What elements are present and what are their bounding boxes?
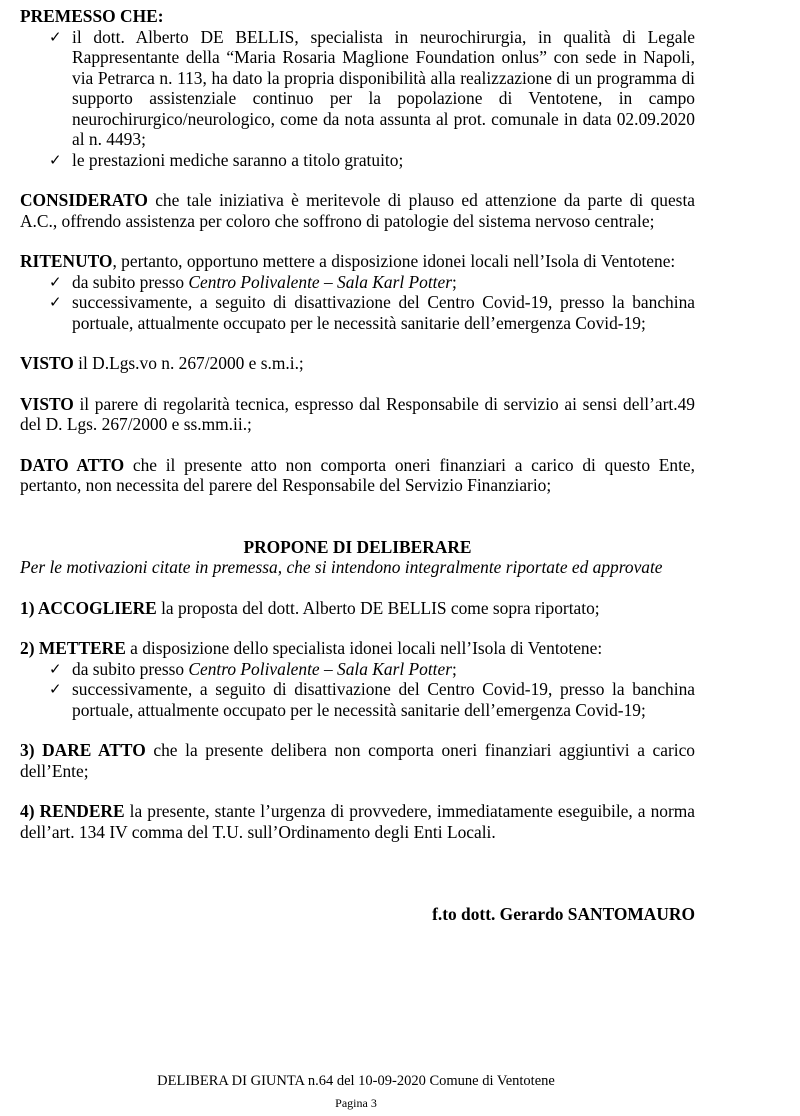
checkmark-icon: ✓ <box>49 27 62 46</box>
list-item: ✓ il dott. Alberto DE BELLIS, specialista in neurochirurgia, in qualità di Legale Rappresentante della “Maria Rosaria Maglione Foundation onlus” con sede in Napoli, via Petrarca n. 113, ha dato la propria disponibilità alla realizzazione di un programma di supporto assistenziale continuo per la popolazione di Ventotene, in campo neurochirurgico/neurologico, come da nota assunta al prot. comunale in data 02.09.2020 al n. 4493; <box>49 26 695 149</box>
ritenuto-paragraph: RITENUTO, pertanto, opportuno mettere a disposizione idonei locali nell’Isola di Ventotene: <box>20 251 676 271</box>
checkmark-icon: ✓ <box>49 150 62 169</box>
page-number: Pagina 3 <box>335 1096 377 1110</box>
signature: f.to dott. Gerardo SANTOMAURO <box>432 904 695 924</box>
point-4: 4) RENDERE la presente, stante l’urgenza di provvedere, immediatamente eseguibile, a norma dell’art. 134 IV comma del T.U. sull’Ordinamento degli Enti Locali. <box>20 801 695 842</box>
point-2: 2) METTERE a disposizione dello specialista idonei locali nell’Isola di Ventotene: <box>20 638 603 658</box>
point-3: 3) DARE ATTO che la presente delibera non comporta oneri finanziari aggiuntivi a carico dell’Ente; <box>20 740 696 781</box>
list-item: ✓ da subito presso Centro Polivalente – Sala Karl Potter; <box>49 271 457 292</box>
premesso-list <box>20 27 695 171</box>
point-1: 1) ACCOGLIERE la proposta del dott. Alberto DE BELLIS come sopra riportato; <box>20 597 600 618</box>
propone-title: PROPONE DI DELIBERARE <box>243 536 472 557</box>
list-item: ✓ successivamente, a seguito di disattivazione del Centro Covid-19, presso la banchina portuale, attualmente occupato per le necessità sanitarie dell’emergenza Covid-19; <box>49 679 695 720</box>
document-body <box>20 6 695 925</box>
list-item: ✓ da subito presso Centro Polivalente – Sala Karl Potter; <box>49 658 457 679</box>
list-item: ✓ successivamente, a seguito di disattivazione del Centro Covid-19, presso la banchina portuale, attualmente occupato per le necessità sanitarie dell’emergenza Covid-19; <box>49 292 695 333</box>
checkmark-icon: ✓ <box>49 680 62 698</box>
point-2-list <box>20 659 695 721</box>
visto-paragraph-2: VISTO il parere di regolarità tecnica, espresso dal Responsabile di servizio ai sensi dell’art.49 del D. Lgs. 267/2000 e ss.mm.ii.; <box>20 393 695 434</box>
list-item: ✓ le prestazioni mediche saranno a titolo gratuito; <box>49 149 404 170</box>
ritenuto-list <box>20 272 695 334</box>
checkmark-icon: ✓ <box>49 272 62 291</box>
premesso-heading: PREMESSO CHE: <box>20 6 164 26</box>
dato-atto-paragraph: DATO ATTO che il presente atto non comporta oneri finanziari a carico di questo Ente, pertanto, non necessita del parere del Responsabile del Servizio Finanziario; <box>20 454 695 495</box>
footer-reference: DELIBERA DI GIUNTA n.64 del 10-09-2020 Comune di Ventotene <box>157 1073 555 1089</box>
considerato-paragraph: CONSIDERATO che tale iniziativa è meritevole di plauso ed attenzione da parte di questa A.C., offrendo assistenza per coloro che soffrono di patologie del sistema nervoso centrale; <box>20 190 695 231</box>
checkmark-icon: ✓ <box>49 293 62 311</box>
visto-paragraph-1: VISTO il D.Lgs.vo n. 267/2000 e s.m.i.; <box>20 353 304 373</box>
propone-subtitle: Per le motivazioni citate in premessa, che si intendono integralmente riportate ed approvate <box>20 557 663 577</box>
checkmark-icon: ✓ <box>49 659 62 678</box>
